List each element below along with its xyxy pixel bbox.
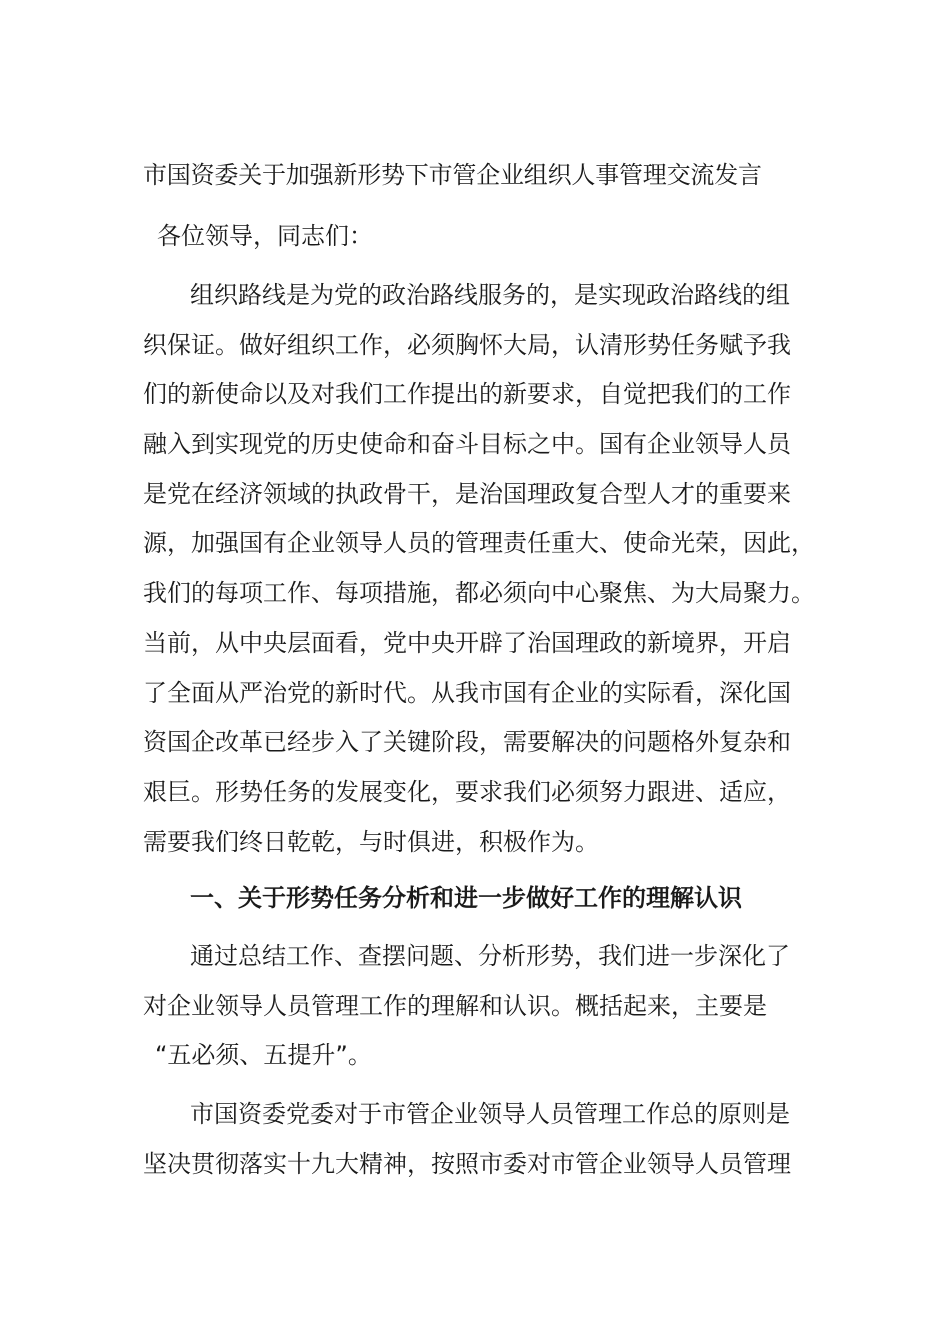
- salutation: 各位领导，同志们：: [157, 222, 373, 250]
- document-title: 市国资委关于加强新形势下市管企业组织人事管理交流发言: [143, 161, 762, 189]
- paragraph-line: 我们的每项工作、每项措施，都必须向中心聚焦、为大局聚力。: [143, 579, 815, 608]
- paragraph-line: 需要我们终日乾乾，与时俱进，积极作为。: [143, 827, 599, 856]
- paragraph-line: 坚决贯彻落实十九大精神，按照市委对市管企业领导人员管理: [143, 1149, 791, 1178]
- paragraph-line: 资国企改革已经步入了关键阶段，需要解决的问题格外复杂和: [143, 728, 791, 757]
- paragraph-line: 是党在经济领域的执政骨干，是治国理政复合型人才的重要来: [143, 479, 791, 508]
- paragraph-line: 艰巨。形势任务的发展变化，要求我们必须努力跟进、适应，: [143, 777, 791, 806]
- paragraph-line: 源，加强国有企业领导人员的管理责任重大、使命光荣，因此，: [143, 529, 815, 558]
- paragraph-line: 了全面从严治党的新时代。从我市国有企业的实际看，深化国: [143, 678, 791, 707]
- paragraph-3: [143, 1090, 823, 1189]
- section-heading: 一、关于形势任务分析和进一步做好工作的理解认识: [190, 884, 742, 912]
- paragraph-line: “五必须、五提升”。: [155, 1041, 372, 1070]
- paragraph-line: 通过总结工作、查摆问题、分析形势，我们进一步深化了: [190, 942, 790, 970]
- paragraph-1: [143, 271, 823, 867]
- paragraph-line: 织保证。做好组织工作，必须胸怀大局，认清形势任务赋予我: [143, 330, 791, 359]
- paragraph-line: 对企业领导人员管理工作的理解和认识。概括起来，主要是: [143, 991, 767, 1020]
- paragraph-2: [143, 932, 823, 1081]
- paragraph-line: 市国资委党委对于市管企业领导人员管理工作总的原则是: [190, 1100, 790, 1128]
- paragraph-line: 当前，从中央层面看，党中央开辟了治国理政的新境界，开启: [143, 628, 791, 657]
- paragraph-line: 组织路线是为党的政治路线服务的，是实现政治路线的组: [190, 281, 790, 309]
- paragraph-line: 们的新使命以及对我们工作提出的新要求，自觉把我们的工作: [143, 380, 791, 409]
- paragraph-line: 融入到实现党的历史使命和奋斗目标之中。国有企业领导人员: [143, 430, 791, 459]
